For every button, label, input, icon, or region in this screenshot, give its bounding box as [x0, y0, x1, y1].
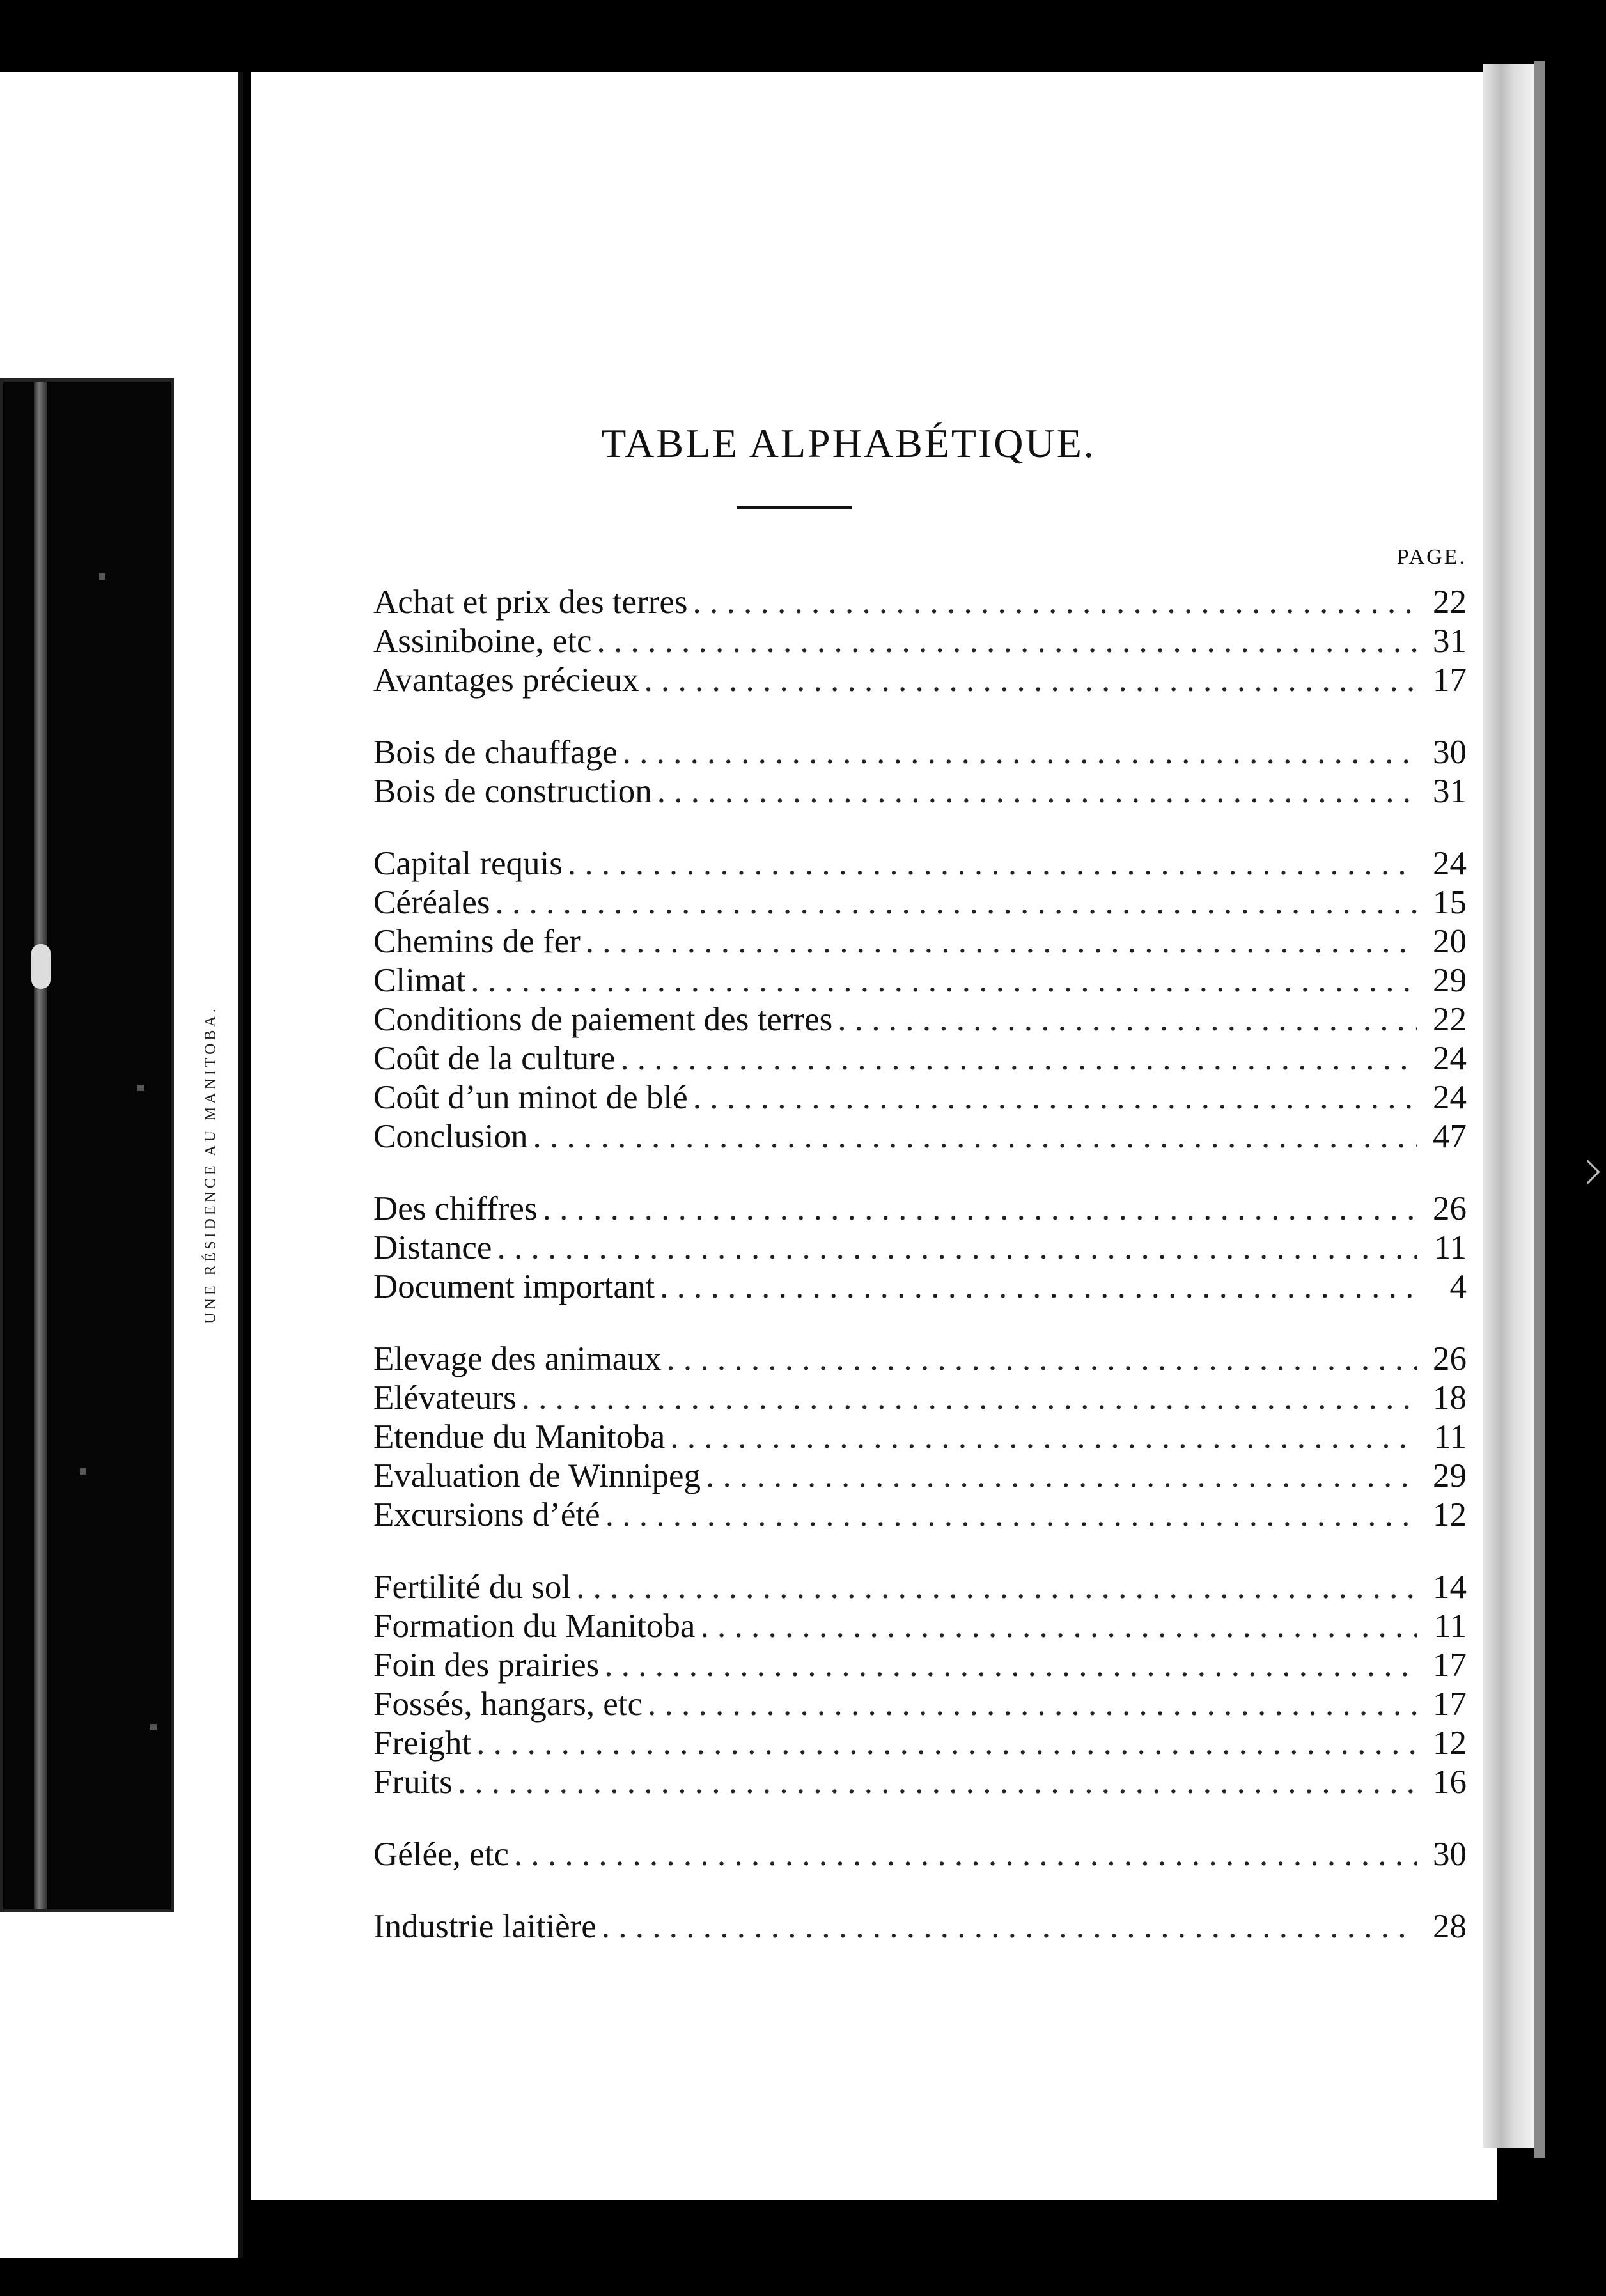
index-entry	[373, 883, 1467, 922]
dot-leader	[543, 1190, 1417, 1229]
index-entry-label: Céréales	[373, 884, 490, 921]
index-group	[373, 1568, 1467, 1802]
index-entry	[373, 1039, 1467, 1078]
dot-leader	[660, 1268, 1417, 1307]
photo-caption-text: UNE RÉSIDENCE AU MANITOBA.	[202, 1005, 219, 1324]
index-entry	[373, 1907, 1467, 1946]
index-entry-page: 47	[1433, 1118, 1467, 1155]
index-entry	[373, 961, 1467, 1000]
index-entry-page: 20	[1433, 923, 1467, 960]
facing-page	[0, 72, 243, 2258]
index-entry-page: 17	[1433, 1647, 1467, 1684]
dot-leader	[495, 883, 1417, 922]
index-group	[373, 1907, 1467, 1946]
photo-speck	[137, 1085, 144, 1091]
index-entry	[373, 1117, 1467, 1156]
index-entry-page: 24	[1433, 1079, 1467, 1116]
index-group	[373, 1835, 1467, 1874]
index-entry	[373, 1268, 1467, 1307]
index-entry-label: Coût d’un minot de blé	[373, 1079, 688, 1116]
index-entry-label: Fruits	[373, 1764, 453, 1801]
index-entry-label: Capital requis	[373, 845, 563, 882]
index-entry	[373, 1763, 1467, 1802]
photo-pole	[34, 382, 47, 1909]
index-entry-page: 14	[1433, 1569, 1467, 1606]
index-entry-page: 4	[1449, 1268, 1467, 1305]
dot-leader	[604, 1646, 1417, 1685]
dot-leader	[670, 1418, 1417, 1457]
index-entry-label: Etendue du Manitoba	[373, 1418, 666, 1455]
photo-speck	[80, 1468, 86, 1475]
index-entry-page: 22	[1433, 584, 1467, 621]
dot-leader	[620, 1039, 1417, 1078]
dot-leader	[644, 661, 1417, 700]
dot-leader	[838, 1000, 1417, 1039]
index-entry-page: 11	[1433, 1229, 1467, 1266]
chevron-right-icon	[1575, 1160, 1600, 1184]
dot-leader	[471, 961, 1417, 1000]
index-entry	[373, 922, 1467, 961]
page-edge-shadow	[1534, 61, 1545, 2158]
dot-leader	[666, 1340, 1417, 1379]
index-entry	[373, 1685, 1467, 1724]
index-entry	[373, 622, 1467, 661]
index-entry-label: Fossés, hangars, etc	[373, 1686, 643, 1723]
dot-leader	[586, 922, 1417, 961]
photo-plate	[0, 378, 174, 1912]
dot-leader	[657, 772, 1417, 811]
index-entry-label: Achat et prix des terres	[373, 584, 688, 621]
index-group	[373, 1190, 1467, 1307]
index-entry	[373, 772, 1467, 811]
dot-leader	[476, 1724, 1417, 1763]
index-group	[373, 1340, 1467, 1535]
index-entry	[373, 1078, 1467, 1117]
index-page	[251, 72, 1497, 2200]
index-entry	[373, 1340, 1467, 1379]
dot-leader	[700, 1607, 1417, 1646]
index-entry-label: Avantages précieux	[373, 662, 639, 699]
index-entry-label: Elevage des animaux	[373, 1340, 662, 1377]
index-entry-label: Excursions d’été	[373, 1496, 600, 1533]
dot-leader	[522, 1379, 1417, 1418]
index-group	[373, 583, 1467, 700]
index-entry	[373, 1000, 1467, 1039]
dot-leader	[597, 622, 1417, 661]
index-entry	[373, 1607, 1467, 1646]
index-entry	[373, 1379, 1467, 1418]
index-entry-page: 28	[1433, 1908, 1467, 1945]
index-entry-label: Assiniboine, etc	[373, 623, 592, 660]
index-entry-page: 29	[1433, 1457, 1467, 1494]
index-entry	[373, 733, 1467, 772]
dot-leader	[533, 1117, 1417, 1156]
index-entry	[373, 1418, 1467, 1457]
index-entry-page: 17	[1433, 662, 1467, 699]
index-entry	[373, 583, 1467, 622]
index-group	[373, 733, 1467, 811]
index-entry-label: Coût de la culture	[373, 1040, 616, 1077]
index-entry-label: Bois de construction	[373, 773, 652, 810]
index-entry-page: 31	[1433, 773, 1467, 810]
index-entry-page: 12	[1433, 1496, 1467, 1533]
index-entry-label: Freight	[373, 1725, 472, 1762]
photo-speck	[99, 573, 105, 580]
index-entry-page: 31	[1433, 623, 1467, 660]
index-entry-label: Distance	[373, 1229, 492, 1266]
dot-leader	[602, 1907, 1417, 1946]
index-entry-label: Foin des prairies	[373, 1647, 600, 1684]
index-entry-page: 18	[1433, 1379, 1467, 1416]
index-entry-label: Gélée, etc	[373, 1836, 509, 1873]
index-entry-page: 24	[1433, 1040, 1467, 1077]
index-entry-page: 22	[1433, 1001, 1467, 1038]
index-entry	[373, 844, 1467, 883]
index-groups	[373, 583, 1467, 1946]
dot-leader	[458, 1763, 1417, 1802]
index-entry-page: 30	[1433, 734, 1467, 771]
index-entry	[373, 1568, 1467, 1607]
dot-leader	[648, 1685, 1417, 1724]
index-entry-label: Conclusion	[373, 1118, 528, 1155]
alphabetical-index	[373, 532, 1467, 1980]
index-entry-page: 26	[1433, 1340, 1467, 1377]
index-entry	[373, 1646, 1467, 1685]
dot-leader	[576, 1568, 1417, 1607]
index-entry	[373, 661, 1467, 700]
photo-caption	[185, 941, 237, 1388]
index-entry-page: 11	[1433, 1418, 1467, 1455]
index-entry	[373, 1724, 1467, 1763]
dot-leader	[497, 1229, 1417, 1268]
index-entry-label: Document important	[373, 1268, 655, 1305]
dot-leader	[706, 1457, 1417, 1496]
index-entry-page: 12	[1433, 1725, 1467, 1762]
index-entry-page: 16	[1433, 1764, 1467, 1801]
photo-speck	[150, 1724, 157, 1730]
page-title: TABLE ALPHABÉTIQUE.	[601, 421, 1096, 466]
dot-leader	[568, 844, 1417, 883]
index-entry-label: Fertilité du sol	[373, 1569, 572, 1606]
index-entry-label: Conditions de paiement des terres	[373, 1001, 833, 1038]
dot-leader	[693, 583, 1417, 622]
dot-leader	[605, 1496, 1417, 1535]
index-group	[373, 844, 1467, 1156]
index-entry	[373, 1457, 1467, 1496]
dot-leader	[514, 1835, 1417, 1874]
index-entry-page: 15	[1433, 884, 1467, 921]
dot-leader	[693, 1078, 1417, 1117]
index-entry	[373, 1496, 1467, 1535]
index-entry-label: Elévateurs	[373, 1379, 517, 1416]
index-entry-page: 17	[1433, 1686, 1467, 1723]
index-entry-page: 24	[1433, 845, 1467, 882]
index-entry-page: 29	[1433, 962, 1467, 999]
index-entry	[373, 1229, 1467, 1268]
title-rule	[737, 506, 852, 509]
index-entry-label: Bois de chauffage	[373, 734, 618, 771]
dot-leader	[623, 733, 1417, 772]
photo-highlight	[31, 944, 51, 989]
index-entry-label: Climat	[373, 962, 466, 999]
page-column-header: PAGE.	[1396, 545, 1467, 569]
index-entry-label: Chemins de fer	[373, 923, 581, 960]
index-entry-label: Evaluation de Winnipeg	[373, 1457, 701, 1494]
index-entry-label: Formation du Manitoba	[373, 1608, 696, 1645]
index-entry	[373, 1190, 1467, 1229]
page-edge	[1483, 64, 1534, 2148]
index-entry	[373, 1835, 1467, 1874]
index-entry-page: 11	[1433, 1608, 1467, 1645]
index-entry-page: 30	[1433, 1836, 1467, 1873]
index-entry-label: Des chiffres	[373, 1190, 538, 1227]
index-entry-label: Industrie laitière	[373, 1908, 596, 1945]
index-entry-page: 26	[1433, 1190, 1467, 1227]
